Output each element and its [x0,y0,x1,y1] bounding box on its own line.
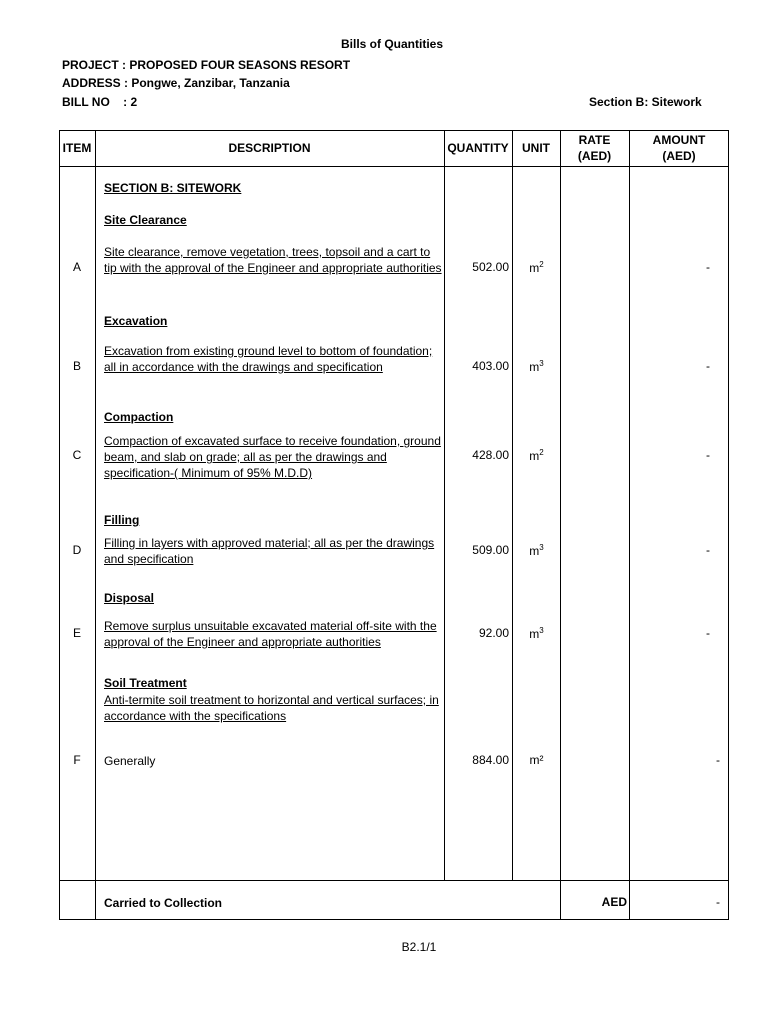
row-description: Remove surplus unsuitable excavated material off-site with the approval of the Engineer and appropriate authorities [104,619,437,649]
header-description: DESCRIPTION [228,141,311,155]
col-divider [444,130,445,880]
row-item: B [72,359,81,373]
row-quantity: 502.00 [472,260,509,274]
row-quantity: 884.00 [472,753,509,767]
document-title: Bills of Quantities [340,37,443,51]
row-item: C [72,448,82,462]
row-description: Site clearance, remove vegetation, trees, topsoil and a cart to tip with the approval of the Engineer and appropriate authorities [104,245,442,275]
row-amount: - [706,260,710,274]
row-unit: $m^2$ [529,448,544,463]
row-quantity: 403.00 [472,359,509,373]
carried-to-collection-label: Carried to Collection [104,896,223,910]
row-item: D [72,543,82,557]
row-unit: $m^3$ [529,359,544,374]
row-item: E [72,626,81,640]
row-item: F [73,753,81,767]
currency-label: AED [601,895,627,909]
header-quantity: QUANTITY [447,141,509,155]
footer-divider [59,880,729,881]
row-unit: $m^3$ [529,626,544,641]
bill-number: BILL NO : 2 [62,95,138,109]
row-amount: - [706,543,710,557]
address-line: ADDRESS : Pongwe, Zanzibar, Tanzania [62,76,290,90]
header-rate: RATE (AED) [577,133,612,163]
row-description: Generally [104,754,156,768]
col-divider [560,130,561,920]
row-unit: $m^2$ [529,260,544,275]
row-heading: Compaction [104,410,174,424]
section-title: SECTION B: SITEWORK [104,181,242,195]
header-item: ITEM [62,141,92,155]
row-amount: - [706,448,710,462]
row-quantity: 92.00 [478,626,509,640]
col-divider [95,130,96,920]
row-heading: Disposal [104,591,155,605]
total-amount: - [716,895,720,909]
row-amount: - [716,753,720,767]
row-description: Filling in layers with approved material; all as per the drawings and specification [104,536,435,566]
project-line: PROJECT : PROPOSED FOUR SEASONS RESORT [62,58,351,72]
row-quantity: 428.00 [472,448,509,462]
row-amount: - [706,626,710,640]
header-amount: AMOUNT (AED) [652,133,706,163]
row-heading: Soil Treatment [104,676,187,690]
row-description: Excavation from existing ground level to bottom of foundation; all in accordance with the drawings and specification [104,344,433,374]
row-amount: - [706,359,710,373]
row-item: A [72,260,81,274]
header-divider [59,166,729,167]
col-divider [512,130,513,880]
row-heading: Filling [104,513,140,527]
col-divider [629,130,630,920]
row-heading: Site Clearance [104,213,187,227]
row-quantity: 509.00 [472,543,509,557]
row-unit: m² [529,753,544,767]
row-heading: Excavation [104,314,168,328]
row-subdescription: Anti-termite soil treatment to horizontal and vertical surfaces; in accordance with the specifications [104,693,439,723]
section-label: Section B: Sitework [589,95,702,109]
page-reference: B2.1/1 [401,940,437,954]
header-unit: UNIT [522,141,550,155]
row-unit: $m^3$ [529,543,544,558]
row-description: Compaction of excavated surface to receive foundation, ground beam, and slab on grade; all as per the drawings and specification-( Minimum of 95% M.D.D) [104,434,441,480]
